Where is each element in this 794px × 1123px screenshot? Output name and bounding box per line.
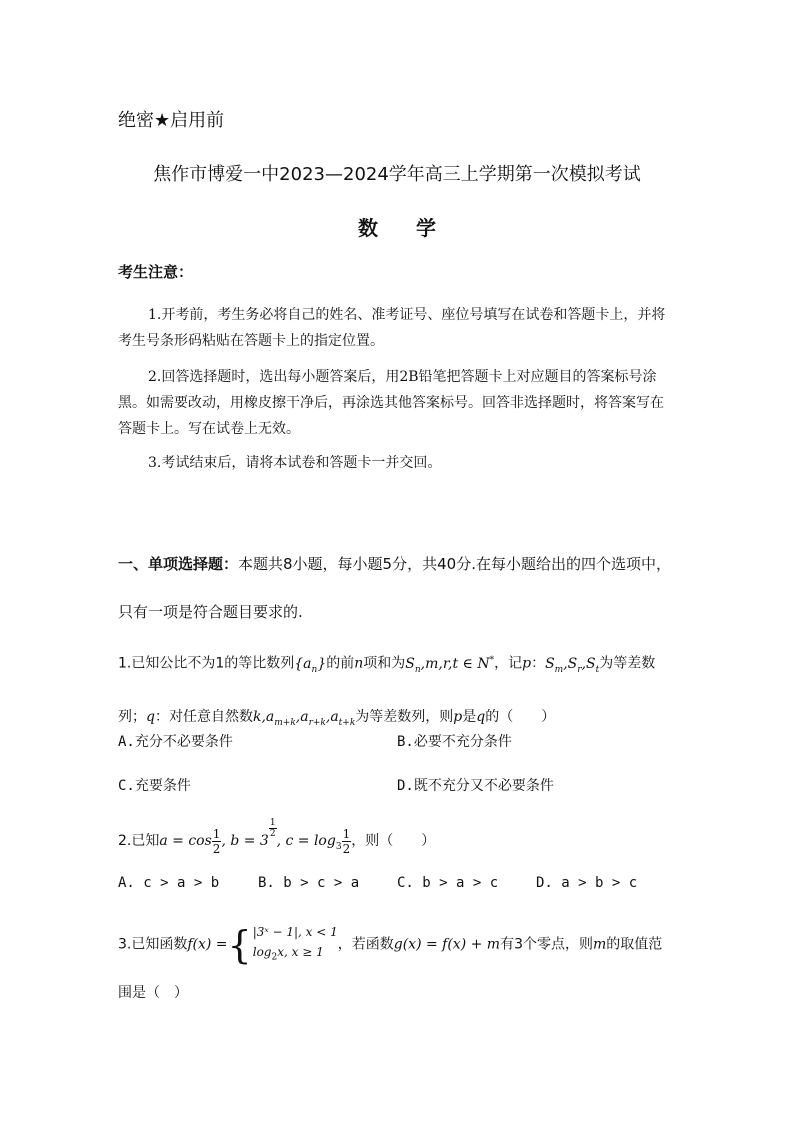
section-label: 一、单项选择题： — [118, 555, 239, 573]
q2-option-a: A. c > a > b — [118, 875, 220, 891]
subject-title: 数学 — [358, 216, 474, 240]
q2-exponent: $\frac{1}{2}$ — [269, 818, 276, 839]
q2-option-d: D. a > b > c — [536, 875, 638, 891]
section-heading — [118, 540, 674, 636]
confidential-label: 绝密★启用前 — [118, 110, 225, 131]
question-3-cont: 围是（ ） — [118, 985, 188, 1001]
q1-vars: $S_n,m,r,t$ ∈ N* — [405, 655, 495, 675]
notice-item-1: 1.开考前，考生务必将自己的姓名、准考证号、座位号填写在试卷和答题卡上，并将考生号条形码粘贴在答题卡上的指定位置。 — [118, 307, 666, 349]
question-1: 1.已知公比不为1的等比数列$\{a_n\}$的前n项和为$S_n,m,r,t$ ∈ N*，记p：$S_m,S_r,S_t$为等差数列；q：对任意自然数$k,a_{m+k},a_{r+k},a_{t+k}$为等差数列，则p是q的（ ） — [118, 655, 656, 729]
q1-s-seq: $S_m,S_r,S_t$ — [545, 655, 600, 675]
q3-g-def: g(x) = f(x) + m — [393, 936, 501, 953]
notice-item-2: 2.回答选择题时，选出每小题答案后，用2B铅笔把答题卡上对应题目的答案标号涂黑。如需要改动，用橡皮擦干净后，再涂选其他答案标号。回答非选择题时，将答案写在答题卡上。写在试卷上无效。 — [118, 369, 664, 437]
q2-a-def: a = cos — [159, 833, 212, 849]
q2-option-c: C. b > a > c — [397, 875, 499, 891]
q1-option-c: C.充要条件 — [118, 778, 191, 794]
q1-option-b: B.必要不充分条件 — [397, 734, 512, 750]
q1-option-a: A.充分不必要条件 — [118, 734, 233, 750]
q2-text-1: 2.已知 — [118, 833, 160, 849]
q3-text-1: 3.已知函数 — [118, 936, 188, 953]
q2-c-def: , c = log — [276, 833, 336, 849]
q1-seq: $\{a_n\}$ — [294, 655, 327, 675]
q2-fraction-1: $\frac{1}{2}$ — [212, 826, 221, 856]
q3-f-def: f(x) = — [187, 936, 228, 953]
q1-text-1: 1.已知公比不为1的等比数列 — [118, 655, 295, 672]
q2-b-def: , b = 3 — [221, 833, 269, 849]
q1-option-d: D.既不充分又不必要条件 — [397, 778, 554, 794]
q2-fraction-2: $\frac{1}{2}$ — [342, 826, 351, 856]
notice-heading: 考生注意： — [118, 263, 194, 281]
q2-option-b: B. b > c > a — [258, 875, 360, 891]
question-3: 3.已知函数f(x) = { |3ˣ − 1|, x < 1 $\log_2x$, x ≥ 1 ，若函数g(x) = f(x) + m有3个零点，则m的取值范 — [118, 922, 663, 967]
q1-a-list: $k,a_{m+k},a_{r+k},a_{t+k}$ — [252, 709, 356, 729]
section-text: 本题共8小题，每小题5分，共40分.在每小题给出的四个选项中，只有一项是符合题目要求的. — [118, 555, 671, 621]
q3-piecewise: { |3ˣ − 1|, x < 1 $\log_2x$, x ≥ 1 — [227, 922, 338, 967]
question-2: 2.已知a = cos $\frac{1}{2}$ , b = 3 $\frac{1}{2}$ , $c = \log_3$ $\frac{1}{2}$ ，则（ ） — [118, 818, 436, 856]
exam-title: 焦作市博爱一中2023—2024学年高三上学期第一次模拟考试 — [153, 164, 641, 185]
notice-item-3: 3.考试结束后，请将本试卷和答题卡一并交回。 — [148, 455, 442, 471]
